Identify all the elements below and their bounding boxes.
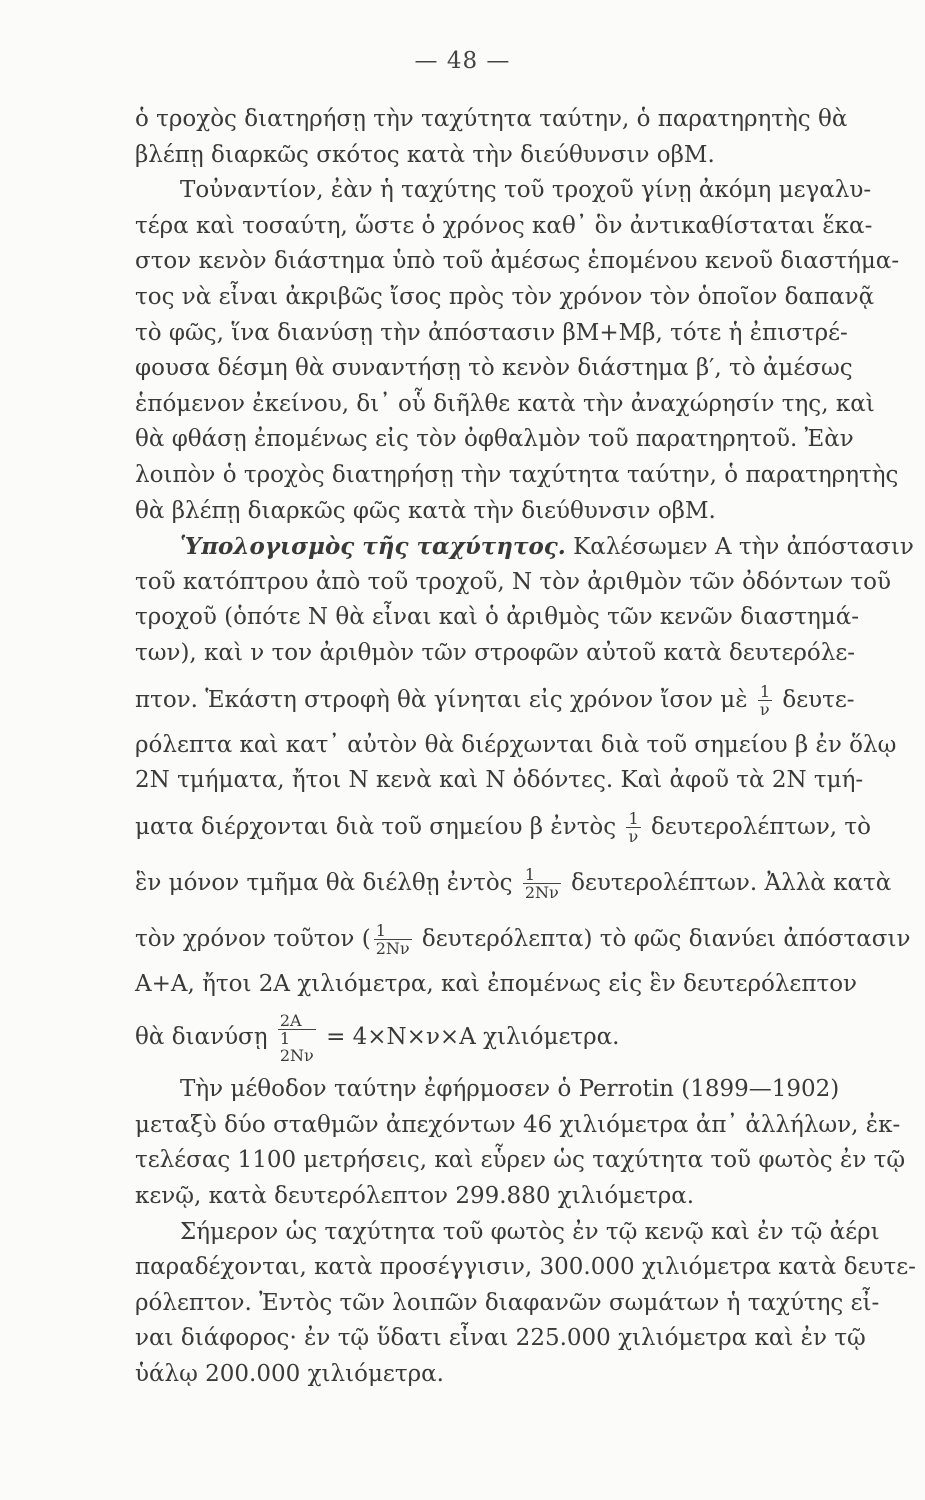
- text-line: τὸ φῶς, ἵνα διανύσῃ τὴν ἀπόστασιν βΜ+Μβ, τότε ἡ ἐπιστρέ-: [135, 319, 848, 346]
- text-line: Σήμερον ὡς ταχύτητα τοῦ φωτὸς ἐν τῷ κενῷ καὶ ἐν τῷ ἀέρι: [180, 1218, 880, 1245]
- text-line: ρόλεπτον. Ἐντὸς τῶν λοιπῶν διαφανῶν σωμάτων ἡ ταχύτης εἶ-: [135, 1289, 880, 1316]
- fraction: $\frac{1}{2N\nu}$: [524, 865, 559, 903]
- fraction: 2Α 1 2Νν: [279, 1011, 314, 1066]
- text-line: τελέσας 1100 μετρήσεις, καὶ εὗρεν ὡς ταχύτητα τοῦ φωτὸς ἐν τῷ: [135, 1147, 906, 1174]
- body-text: [135, 102, 916, 1393]
- section-line: ἓν μόνον τμῆμα θὰ διέλθῃ ἐντὸς $\frac{1}{2N\nu}$ δευτερολέπτων. Ἀλλὰ κατὰ: [135, 865, 892, 903]
- section-line: Α+Α, ἤτοι 2Α χιλιόμετρα, καὶ ἐπομένως εἰς ἓν δευτερόλεπτον: [135, 970, 858, 997]
- text-line: μεταξὺ δύο σταθμῶν ἀπεχόντων 46 χιλιόμετρα ἀπ᾽ ἀλλήλων, ἐκ-: [135, 1111, 901, 1138]
- section-line: πτον. Ἑκάστη στροφὴ θὰ γίνηται εἰς χρόνον ἴσον μὲ $\frac{1}{\nu}$ δευτε-: [135, 682, 855, 719]
- text-line: λοιπὸν ὁ τροχὸς διατηρήσῃ τὴν ταχύτητα ταύτην, ὁ παρατηρητὴς: [135, 461, 899, 488]
- section-line: ρόλεπτα καὶ κατ᾽ αὐτὸν θὰ διέρχωνται διὰ τοῦ σημείου β ἐν ὅλῳ: [135, 731, 897, 758]
- text-line: ὑάλῳ 200.000 χιλιόμετρα.: [135, 1361, 444, 1388]
- text-line: βλέπῃ διαρκῶς σκότος κατὰ τὴν διεύθυνσιν οβΜ.: [135, 141, 715, 168]
- text-line: ὁ τροχὸς διατηρήσῃ τὴν ταχύτητα ταύτην, ὁ παρατηρητὴς θὰ: [135, 106, 848, 132]
- text-line: Τὴν μέθοδον ταύτην ἐφήρμοσεν ὁ Perrotin (1899—1902): [180, 1076, 840, 1103]
- section-line: τὸν χρόνον τοῦτον ( $\frac{1}{2N\nu}$ δευτερόλεπτα) τὸ φῶς διανύει ἀπόστασιν: [135, 921, 911, 959]
- section-line: των), καὶ ν τον ἀριθμὸν τῶν στροφῶν αὐτοῦ κατὰ δευτερόλε-: [135, 639, 856, 666]
- text-line: θὰ φθάσῃ ἐπομένως εἰς τὸν ὀφθαλμὸν τοῦ παρατηρητοῦ. Ἐὰν: [135, 426, 854, 453]
- text-line: τέρα καὶ τοσαύτη, ὥστε ὁ χρόνος καθ᾽ ὃν ἀντικαθίσταται ἕκα-: [135, 212, 873, 239]
- fraction: $\frac{1}{\nu}$: [628, 809, 639, 847]
- section-line: ματα διέρχονται διὰ τοῦ σημείου β ἐντὸς $\frac{1}{\nu}$ δευτερολέπτων, τὸ: [135, 809, 872, 847]
- section-line: τροχοῦ (ὁπότε Ν θὰ εἶναι καὶ ὁ ἀριθμὸς τῶν κενῶν διαστημά-: [135, 604, 860, 631]
- text-line: φουσα δέσμη θὰ συναντήσῃ τὸ κενὸν διάστημα β′, τὸ ἀμέσως: [135, 355, 853, 382]
- section-line: Ὑπολογισμὸς τῆς ταχύτητος. Καλέσωμεν Α τὴν ἀπόστασιν: [180, 533, 914, 561]
- text-line: στον κενὸν διάστημα ὑπὸ τοῦ ἀμέσως ἑπομένου κενοῦ διαστήμα-: [135, 248, 900, 275]
- fraction: $\frac{1}{2N\nu}$: [375, 921, 410, 959]
- text-line: Τοὐναντίον, ἐὰν ἡ ταχύτης τοῦ τροχοῦ γίνῃ ἀκόμη μεγαλυ-: [180, 177, 872, 204]
- section-line: τοῦ κατόπτρου ἀπὸ τοῦ τροχοῦ, Ν τὸν ἀριθμὸν τῶν ὀδόντων τοῦ: [135, 568, 891, 595]
- text-line: παραδέχονται, κατὰ προσέγγισιν, 300.000 χιλιόμετρα κατὰ δευτε-: [135, 1254, 916, 1281]
- text-line: ἑπόμενον ἐκείνου, δι᾽ οὗ διῆλθε κατὰ τὴν ἀναχώρησίν της, καὶ: [135, 390, 875, 417]
- fraction: $\frac{1}{\nu}$: [759, 682, 771, 719]
- section-line: θὰ διανύσῃ 2Α 1 2Νν = 4×Ν×ν×Α χιλιόμετρα.: [135, 1011, 620, 1066]
- text-line: ναι διάφορος· ἐν τῷ ὕδατι εἶναι 225.000 χιλιόμετρα καὶ ἐν τῷ: [135, 1325, 866, 1352]
- section-heading: Ὑπολογισμὸς τῆς ταχύτητος.: [180, 533, 566, 561]
- text-line: τος νὰ εἶναι ἀκριβῶς ἴσος πρὸς τὸν χρόνον τὸν ὁποῖον δαπανᾷ: [135, 283, 875, 310]
- text-line: θὰ βλέπῃ διαρκῶς φῶς κατὰ τὴν διεύθυνσιν οβΜ.: [135, 497, 716, 524]
- page-number: — 48 —: [414, 48, 511, 74]
- section-line: 2Ν τμήματα, ἤτοι Ν κενὰ καὶ Ν ὀδόντες. Καὶ ἀφοῦ τὰ 2Ν τμή-: [135, 767, 864, 794]
- text-line: κενῷ, κατὰ δευτερόλεπτον 299.880 χιλιόμετρα.: [135, 1183, 695, 1210]
